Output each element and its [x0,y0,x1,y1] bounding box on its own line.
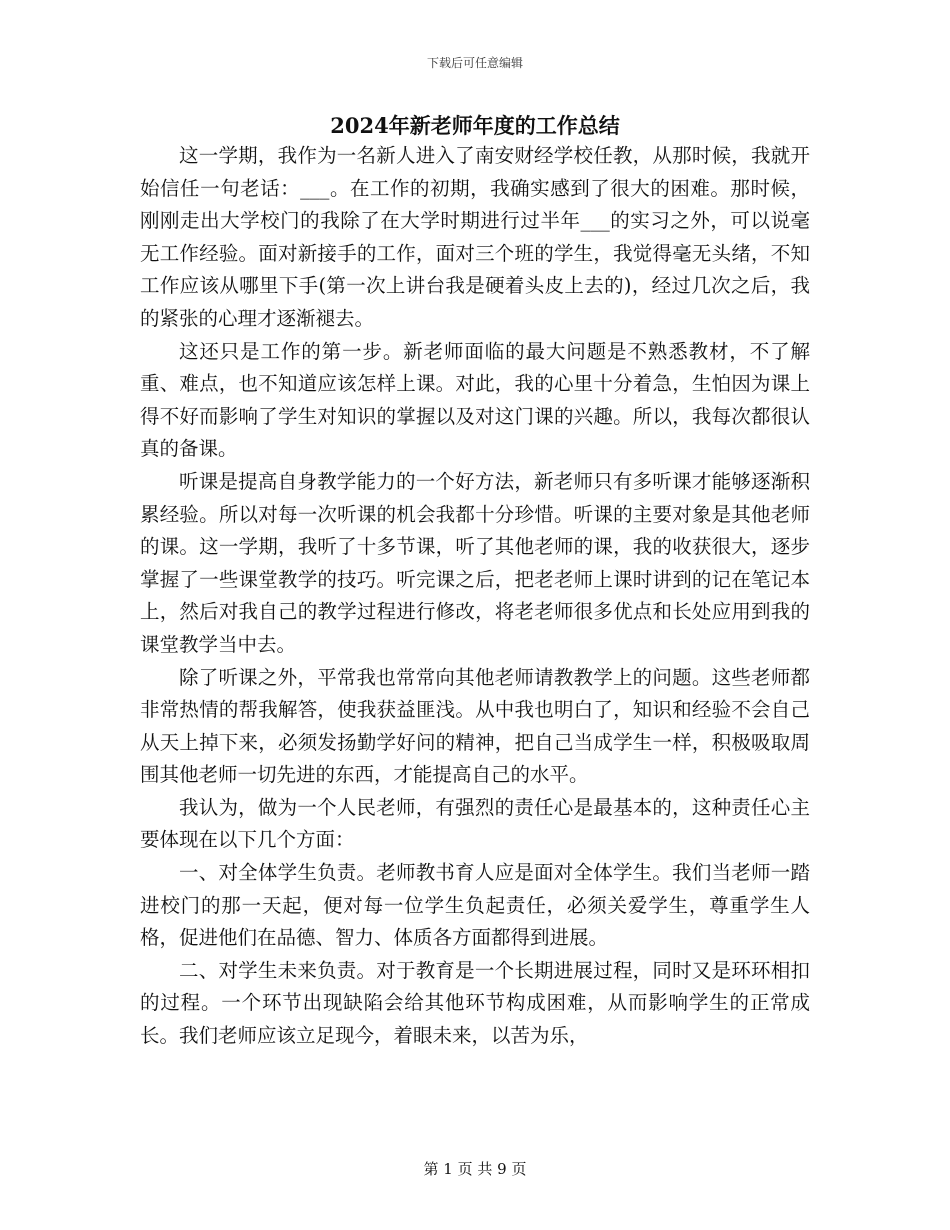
header-note: 下载后可任意编辑 [426,56,523,70]
paragraph: 我认为，做为一个人民老师，有强烈的责任心是最基本的，这种责任心主要体现在以下几个方面： [140,795,810,852]
paragraph: 二、对学生未来负责。对于教育是一个长期进展过程，同时又是环环相扣的过程。一个环节出现缺陷会给其他环节构成困难，从而影响学生的正常成长。我们老师应该立足现今，着眼未来，以苦为乐， [140,958,810,1048]
page-number: 第 1 页 共 9 页 [423,1160,527,1178]
document-body [140,140,810,1053]
paragraph: 这一学期，我作为一名新人进入了南安财经学校任教，从那时候，我就开始信任一句老话：___。在工作的初期，我确实感到了很大的困难。那时候，刚刚走出大学校门的我除了在大学时期进行过半年___的实习之外，可以说毫无工作经验。面对新接手的工作，面对三个班的学生，我觉得毫无头绪，不知工作应该从哪里下手(第一次上讲台我是硬着头皮上去的)，经过几次之后，我的紧张的心理才逐渐褪去。 [140,144,810,330]
paragraph: 一、对全体学生负责。老师教书育人应是面对全体学生。我们当老师一踏进校门的那一天起，便对每一位学生负起责任，必须关爱学生，尊重学生人格，促进他们在品德、智力、体质各方面都得到进展。 [140,861,810,950]
document-title: 2024年新老师年度的工作总结 [330,113,620,138]
paragraph: 这还只是工作的第一步。新老师面临的最大问题是不熟悉教材，不了解重、难点，也不知道应该怎样上课。对此，我的心里十分着急，生怕因为课上得不好而影响了学生对知识的掌握以及对这门课的兴趣。所以，我每次都很认真的备课。 [140,339,810,461]
paragraph: 听课是提高自身教学能力的一个好方法，新老师只有多听课才能够逐渐积累经验。所以对每一次听课的机会我都十分珍惜。听课的主要对象是其他老师的课。这一学期，我听了十多节课，听了其他老师的课，我的收获很大，逐步掌握了一些课堂教学的技巧。听完课之后，把老老师上课时讲到的记在笔记本上，然后对我自己的教学过程进行修改，将老老师很多优点和长处应用到我的课堂教学当中去。 [140,469,810,656]
paragraph: 除了听课之外，平常我也常常向其他老师请教教学上的问题。这些老师都非常热情的帮我解答，使我获益匪浅。从中我也明白了，知识和经验不会自己从天上掉下来，必须发扬勤学好问的精神，把自己当成学生一样，积极吸取周围其他老师一切先进的东西，才能提高自己的水平。 [140,665,810,787]
